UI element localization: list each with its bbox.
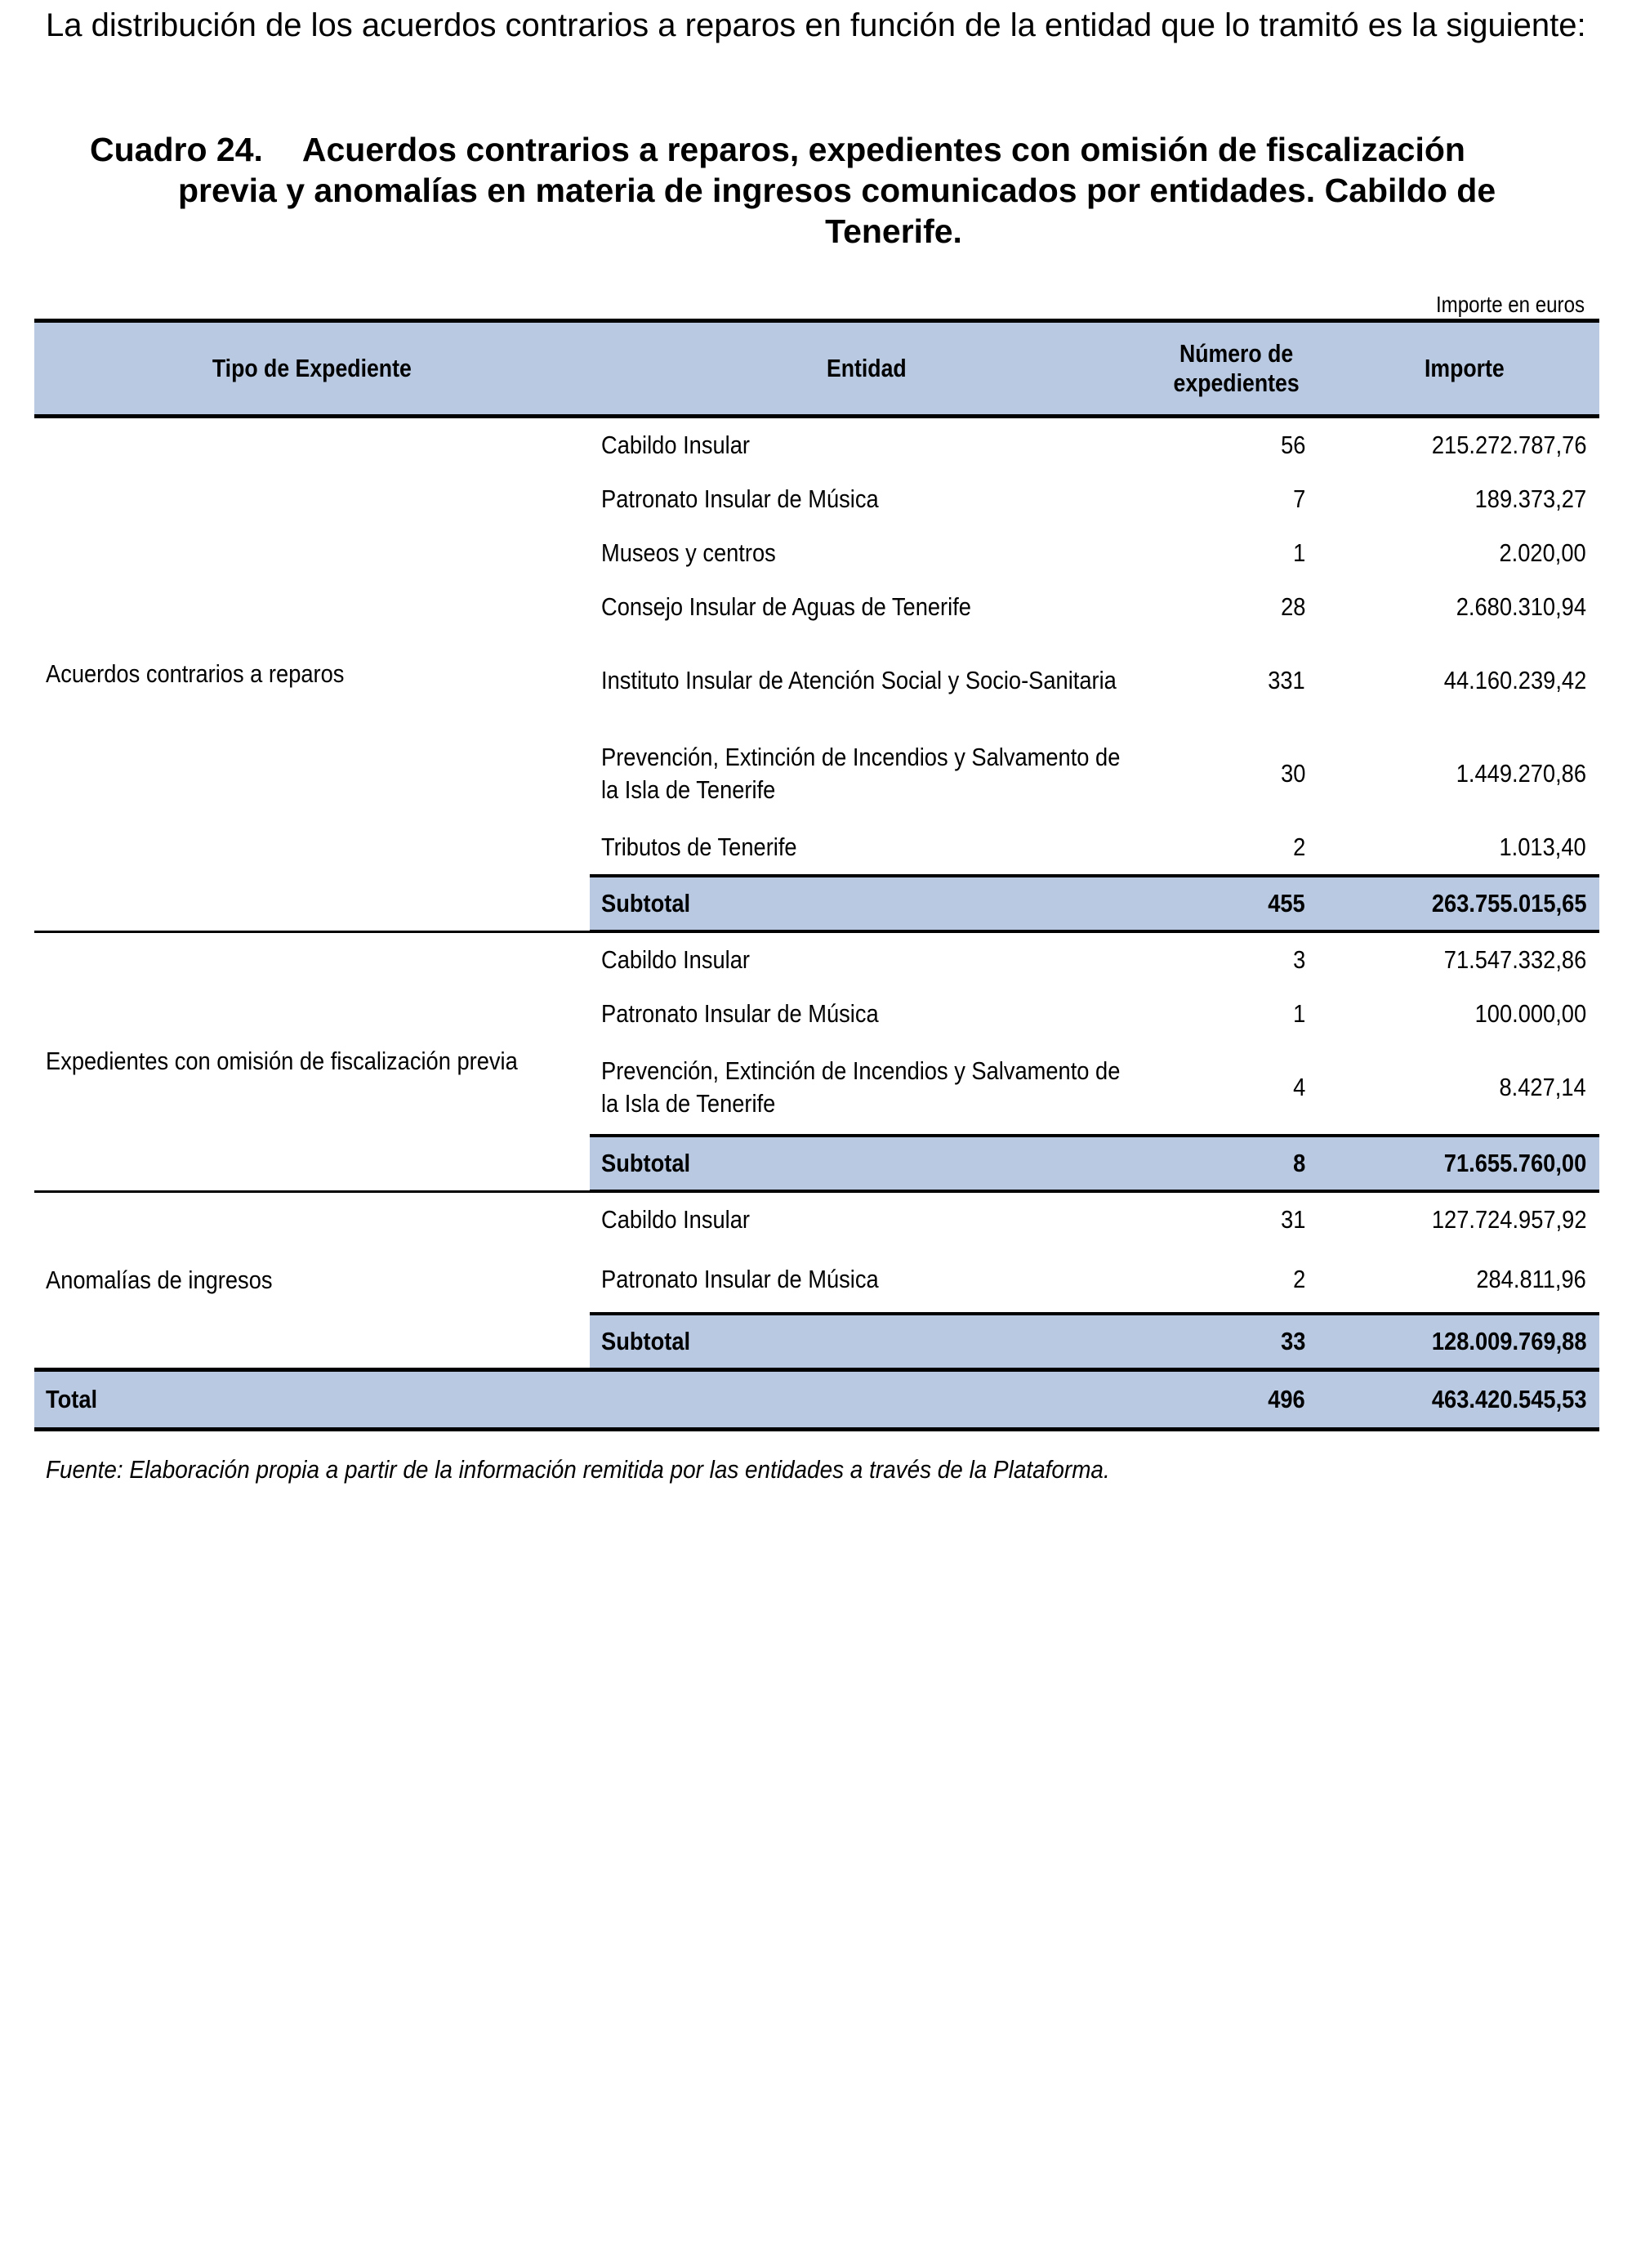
table-row: Prevención, Extinción de Incendios y Salvamento de la Isla de Tenerife 30 1.449.270,86 [601,743,1586,804]
header-entidad: Entidad [590,321,1144,417]
subtotal-row: Subtotal 455 263.755.015,65 [34,876,1599,931]
total-importe: 463.420.545,53 [1330,1370,1599,1430]
header-numero: Número de expedientes [1144,321,1330,417]
data-table [34,319,1599,1431]
total-numero: 496 [1144,1370,1330,1430]
caption-line-3: Tenerife. [825,212,962,250]
header-tipo: Tipo de Expediente [34,321,590,417]
subtotal-row: Subtotal 33 128.009.769,88 [34,1314,1599,1370]
group-tipo: Expedientes con omisión de fiscalización previa [34,931,590,1191]
table-row: Expedientes con omisión de fiscalización previa Cabildo Insular 3 71.547.332,86 [34,931,1599,987]
table-row: Anomalías de ingresos Cabildo Insular 31 127.724.957,92 [34,1191,1599,1247]
table-row: Patronato Insular de Música 7 189.373,27 [601,484,1586,513]
table-row: Consejo Insular de Aguas de Tenerife 28 2.680.310,94 [601,592,1586,621]
table-caption [90,129,1567,252]
table-row: Prevención, Extinción de Incendios y Salvamento de la Isla de Tenerife 4 8.427,14 [601,1056,1586,1118]
table-row: Instituto Insular de Atención Social y Socio-Sanitaria 331 44.160.239,42 [601,666,1586,694]
total-label: Total [34,1370,1144,1430]
table-row: Acuerdos contrarios a reparos Cabildo Insular 56 215.272.787,76 [34,417,1599,473]
table-row: Museos y centros 1 2.020,00 [601,538,1586,567]
group-tipo: Anomalías de ingresos [34,1191,590,1370]
header-importe: Importe [1330,321,1599,417]
subtotal-row: Subtotal 8 71.655.760,00 [34,1136,1599,1191]
intro-paragraph: La distribución de los acuerdos contrarios a reparos en función de la entidad que lo tramitó es la siguiente: [46,7,1586,43]
table-row: Patronato Insular de Música 2 284.811,96 [601,1265,1586,1293]
group-tipo: Acuerdos contrarios a reparos [46,659,345,689]
source-note: Fuente: Elaboración propia a partir de la información remitida por las entidades a través de la Plataforma. [46,1455,1110,1484]
table-row: Patronato Insular de Música 1 100.000,00 [601,999,1586,1028]
total-row [34,1370,1599,1430]
units-note: Importe en euros [1435,292,1585,317]
header-row [34,321,1599,417]
caption-line-2: previa y anomalías en materia de ingresos comunicados por entidades. Cabildo de [178,172,1496,209]
caption-line-1: Acuerdos contrarios a reparos, expedientes con omisión de fiscalización [301,131,1465,168]
table-row: Tributos de Tenerife 2 1.013,40 [601,833,1586,861]
caption-number: Cuadro 24. [90,131,263,168]
